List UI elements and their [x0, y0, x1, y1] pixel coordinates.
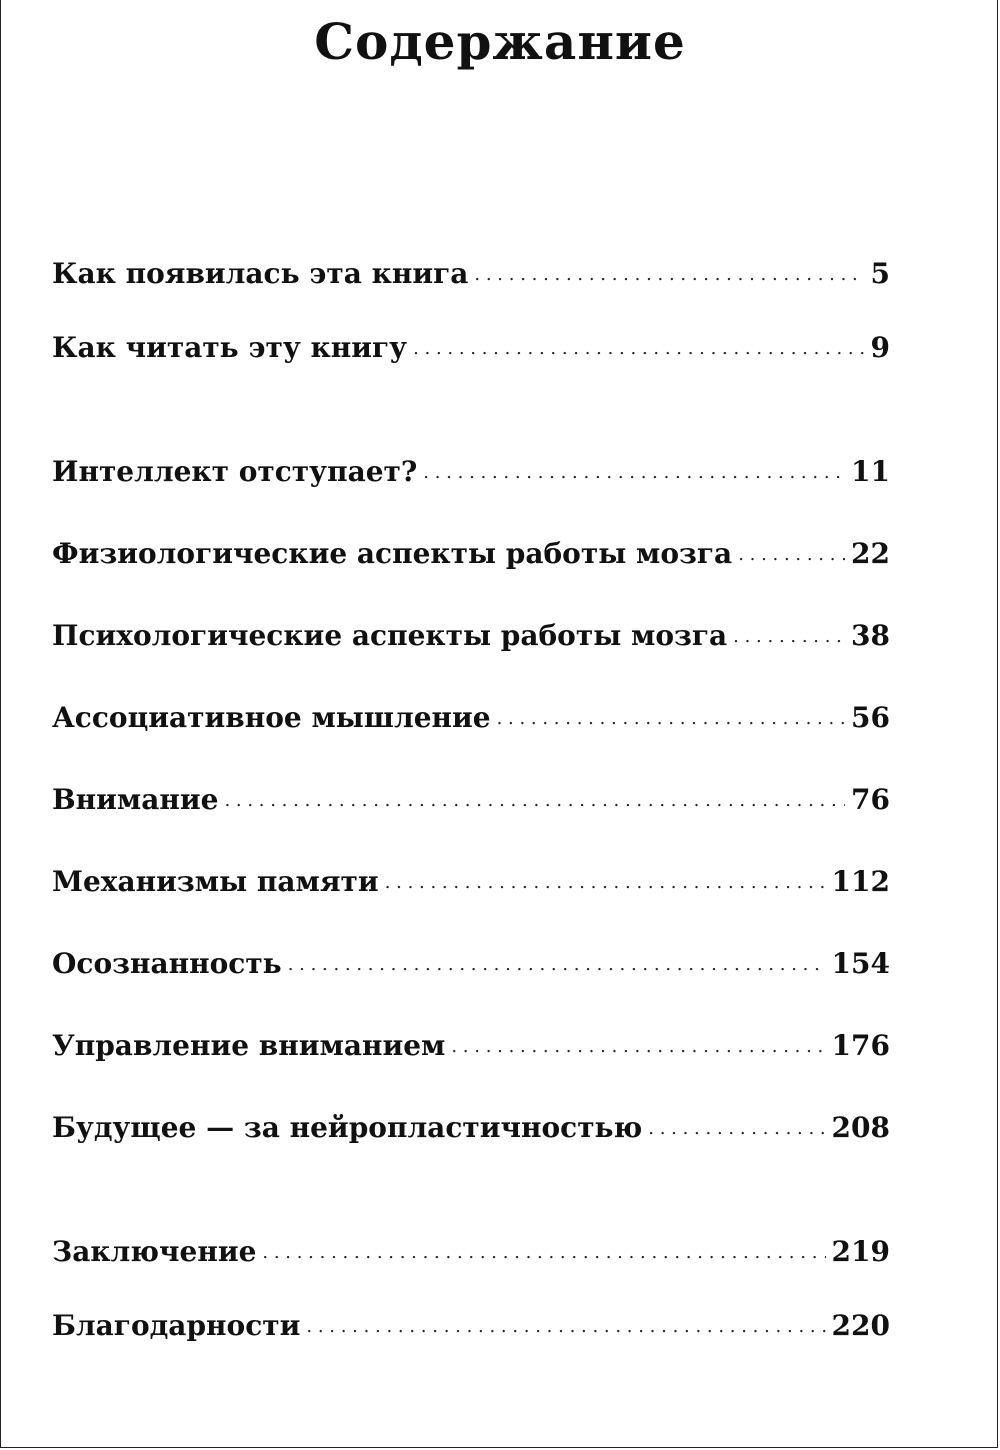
- toc-entry[interactable]: [52, 856, 890, 896]
- toc-dot-leader: [224, 792, 845, 810]
- toc-dot-leader: [733, 628, 845, 646]
- toc-entry-label: Интеллект отступает?: [52, 455, 418, 488]
- toc-dot-leader: [413, 340, 864, 358]
- toc-dot-leader: [306, 1318, 825, 1336]
- page-title: Содержание: [314, 12, 686, 71]
- toc-entry-page: 38: [851, 619, 890, 652]
- toc-entry-page: 219: [831, 1235, 890, 1268]
- toc-dot-leader: [474, 266, 864, 284]
- toc-entry-page: 112: [831, 865, 890, 898]
- toc-entry[interactable]: [52, 774, 890, 814]
- toc-entry-page: 5: [870, 257, 890, 290]
- toc-entry[interactable]: [52, 610, 890, 650]
- toc-entry[interactable]: [52, 692, 890, 732]
- toc-entry-page: 208: [831, 1111, 890, 1144]
- toc-dot-leader: [497, 710, 845, 728]
- toc-entry[interactable]: [52, 1020, 890, 1060]
- toc-entry-label: Как появилась эта книга: [52, 257, 469, 290]
- toc-dot-leader: [738, 546, 845, 564]
- toc-entry-label: Ассоциативное мышление: [52, 701, 491, 734]
- toc-dot-leader: [451, 1038, 825, 1056]
- toc-dot-leader: [648, 1120, 825, 1138]
- toc-entry[interactable]: [52, 248, 890, 288]
- toc-entry-page: 11: [851, 455, 890, 488]
- toc-dot-leader: [423, 464, 845, 482]
- toc-entry-label: Управление вниманием: [52, 1029, 446, 1062]
- toc-entry-label: Как читать эту книгу: [52, 331, 408, 364]
- toc-dot-leader: [385, 874, 826, 892]
- toc-entry-label: Заключение: [52, 1235, 257, 1268]
- toc-entry-page: 56: [851, 701, 890, 734]
- toc-entry-label: Психологические аспекты работы мозга: [52, 619, 728, 652]
- toc-entry-label: Благодарности: [52, 1309, 301, 1342]
- toc-entry-label: Будущее — за нейропластичностью: [52, 1111, 643, 1144]
- toc-entry-page: 22: [851, 537, 890, 570]
- toc-entry-label: Физиологические аспекты работы мозга: [52, 537, 733, 570]
- toc-entry-page: 9: [870, 331, 890, 364]
- toc-entry-label: Механизмы памяти: [52, 865, 379, 898]
- toc-entry[interactable]: [52, 938, 890, 978]
- toc-dot-leader: [288, 956, 826, 974]
- toc-entry[interactable]: [52, 528, 890, 568]
- toc-entry[interactable]: [52, 1226, 890, 1266]
- toc-entry[interactable]: [52, 446, 890, 486]
- toc-entry-page: 154: [831, 947, 890, 980]
- toc-entry-page: 76: [851, 783, 890, 816]
- toc-entry[interactable]: [52, 1300, 890, 1340]
- toc-entry-page: 220: [831, 1309, 890, 1342]
- toc-dot-leader: [262, 1244, 825, 1262]
- toc-entry-label: Внимание: [52, 783, 219, 816]
- toc-entry-page: 176: [831, 1029, 890, 1062]
- toc-entry[interactable]: [52, 1102, 890, 1142]
- toc-entry-label: Осознанность: [52, 947, 282, 980]
- toc-entry[interactable]: [52, 322, 890, 362]
